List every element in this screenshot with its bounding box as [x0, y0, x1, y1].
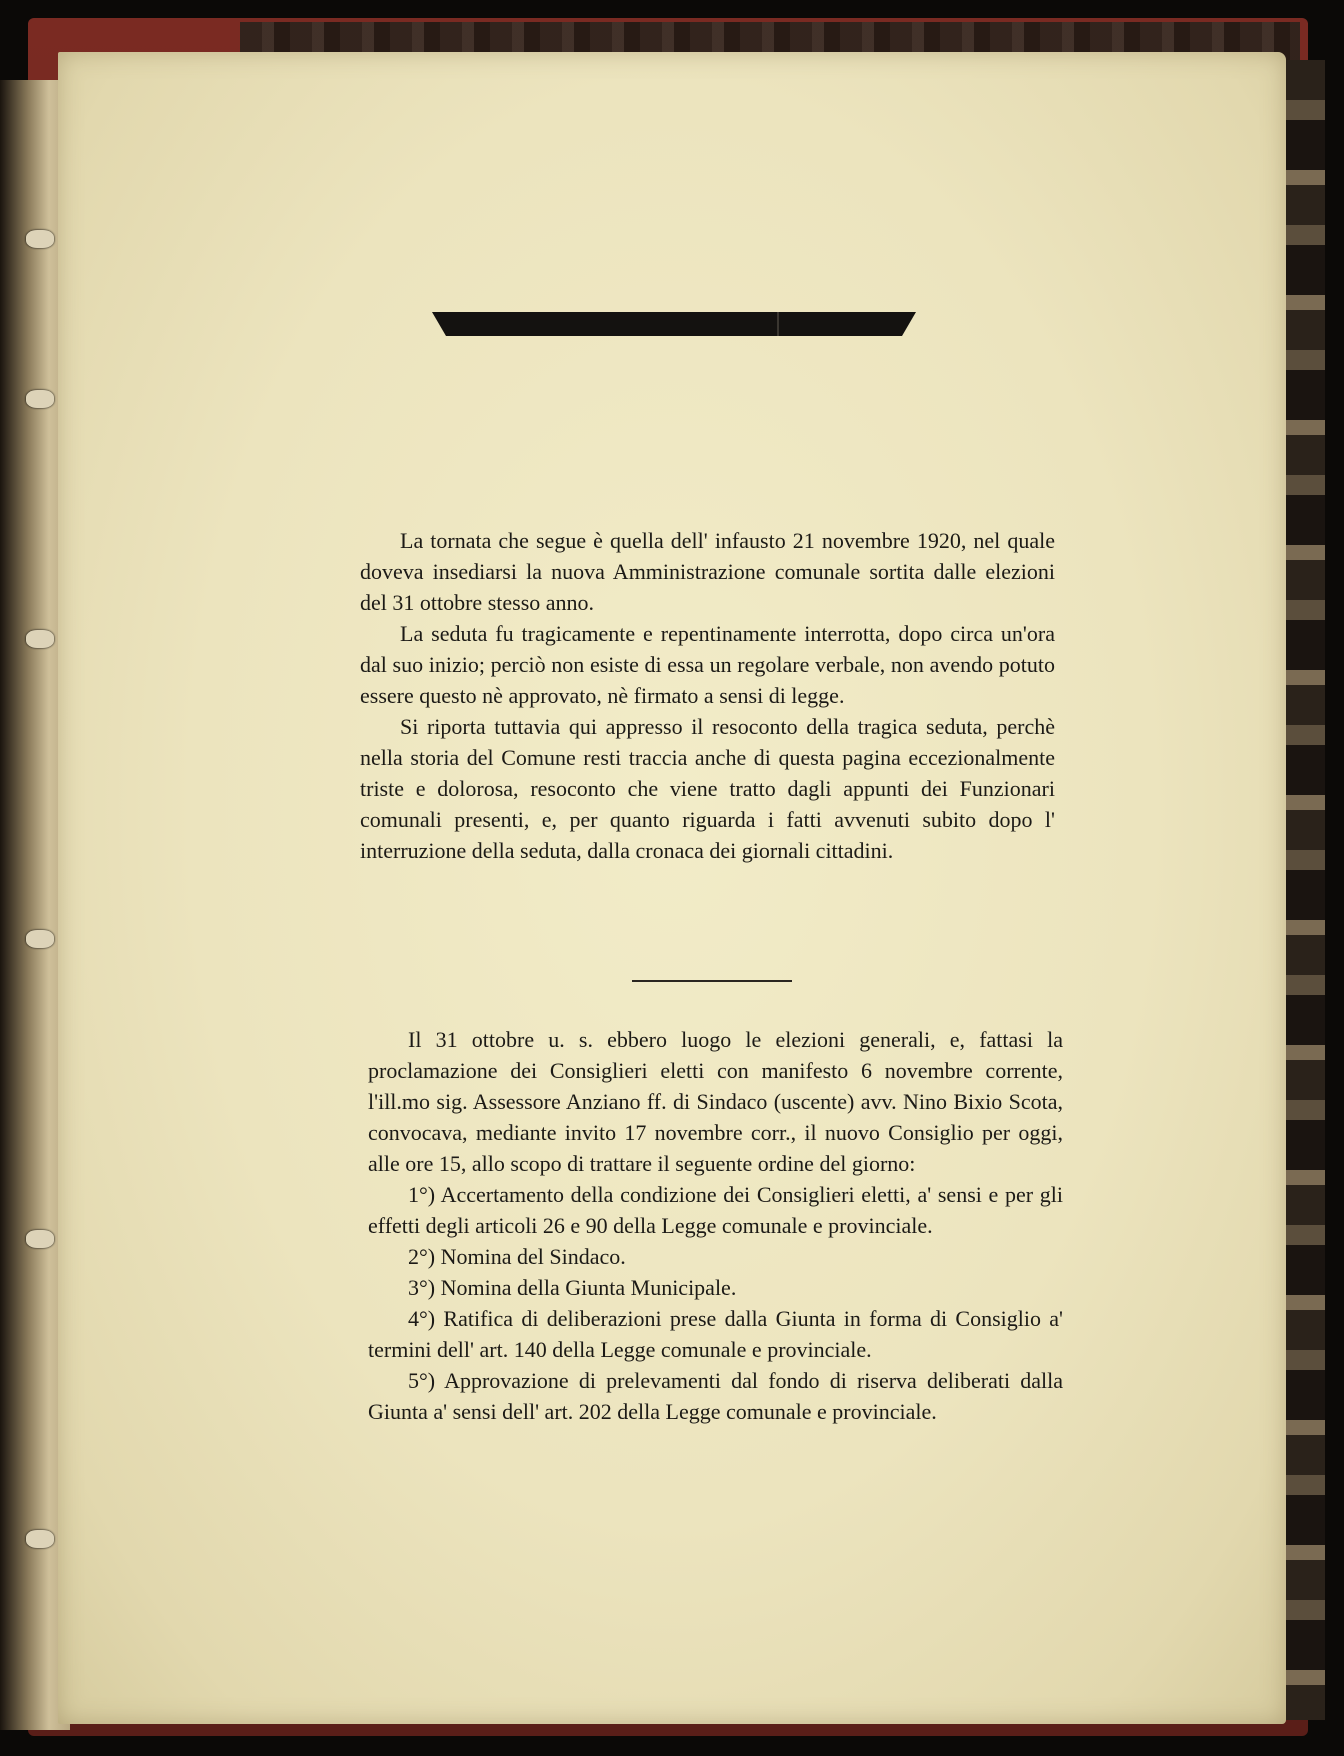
- intro-paragraph: La tornata che segue è quella dell' infausto 21 novembre 1920, nel quale doveva insediarsi la nuova Amministrazione comunale sortita dalle elezioni del 31 ottobre stesso anno.: [360, 528, 1055, 615]
- section-divider: [632, 980, 792, 982]
- binding-stitch: [26, 1230, 54, 1248]
- intro-note: [360, 525, 1055, 866]
- binding-stitch: [26, 630, 54, 648]
- agenda-item: 1°) Accertamento della condizione dei Consiglieri eletti, a' sensi e per gli effetti degli articoli 26 e 90 della Legge comunale e provinciale.: [368, 1182, 1063, 1238]
- binding-stitch: [26, 930, 54, 948]
- agenda-item: 5°) Approvazione di prelevamenti dal fondo di riserva deliberati dalla Giunta a' sensi dell' art. 202 della Legge comunale e provinciale.: [368, 1368, 1063, 1424]
- intro-paragraph: La seduta fu tragicamente e repentinamente interrotta, dopo circa un'ora dal suo inizio; perciò non esiste di essa un regolare verbale, non avendo potuto essere questo nè approvato, nè firmato a sensi di legge.: [360, 621, 1055, 708]
- agenda-item: 2°) Nomina del Sindaco.: [408, 1244, 626, 1269]
- document-page: [58, 52, 1286, 1724]
- agenda-item: 3°) Nomina della Giunta Municipale.: [408, 1275, 737, 1300]
- binding-stitch: [26, 230, 54, 248]
- mourning-band-ornament: [432, 312, 916, 336]
- binding-stitch: [26, 390, 54, 408]
- intro-paragraph: Si riporta tuttavia qui appresso il resoconto della tragica seduta, perchè nella storia del Comune resti traccia anche di questa pagina eccezionalmente triste e dolorosa, resoconto che viene tratto dagli appunti dei Funzionari comunali presenti, e, per quanto riguarda i fatti avvenuti subito dopo l' interruzione della seduta, dalla cronaca dei giornali cittadini.: [360, 714, 1055, 863]
- binding-stitch: [26, 1530, 54, 1548]
- minutes-section: [368, 1024, 1063, 1427]
- agenda-item: 4°) Ratifica di deliberazioni prese dalla Giunta in forma di Consiglio a' termini dell' art. 140 della Legge comunale e provinciale.: [368, 1306, 1063, 1362]
- minutes-opening-paragraph: Il 31 ottobre u. s. ebbero luogo le elezioni generali, e, fattasi la proclamazione dei Consiglieri eletti con manifesto 6 novembre corrente, l'ill.mo sig. Assessore Anziano ff. di Sindaco (uscente) avv. Nino Bixio Scota, convocava, mediante invito 17 novembre corr., il nuovo Consiglio per oggi, alle ore 15, allo scopo di trattare il seguente ordine del giorno:: [368, 1027, 1063, 1176]
